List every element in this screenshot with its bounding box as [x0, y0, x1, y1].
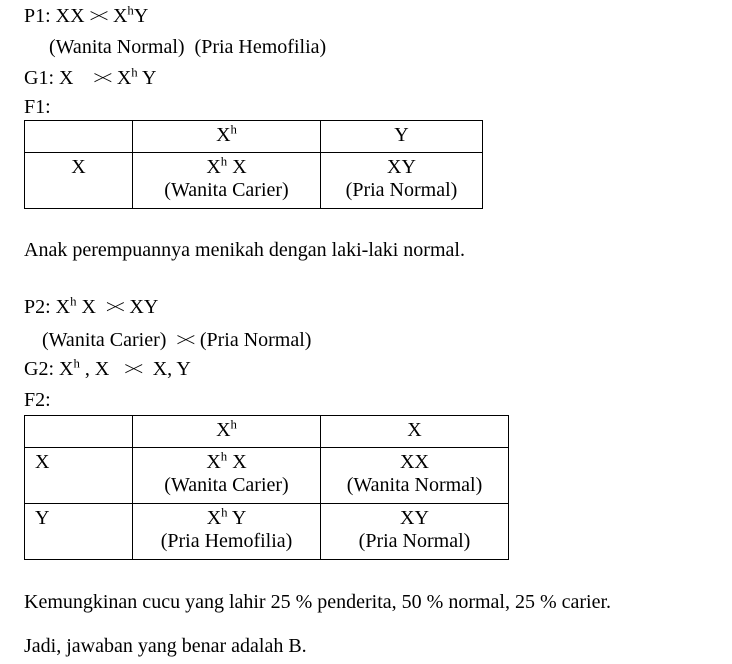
f1-col-header-1-sup: h	[230, 122, 237, 137]
table-row	[25, 448, 509, 504]
f2-cell-r2c1-genotype-sup: h	[221, 505, 228, 520]
f1-row-label: X	[25, 153, 133, 209]
p1-phenotype-line: (Wanita Normal) (Pria Hemofilia)	[49, 36, 327, 58]
f2-label: F2:	[24, 389, 51, 411]
g1-right-gamete: X	[111, 67, 132, 89]
p1-male-genotype-tail: Y	[133, 5, 149, 27]
f1-corner-cell	[25, 121, 133, 153]
f1-label: F1:	[24, 96, 51, 118]
f1-col-header-1	[133, 121, 321, 153]
final-answer-text: Jadi, jawaban yang benar adalah B.	[24, 635, 307, 657]
f2-cell-r1c2-genotype	[321, 451, 508, 473]
f2-col-header-1	[133, 416, 321, 448]
p1-male-genotype: X	[107, 5, 128, 27]
g2-label-tail: , X	[79, 358, 125, 380]
table-row-header	[25, 121, 483, 153]
f2-cell-r1c1-genotype-sup: h	[220, 449, 228, 464]
f2-cell-r1c1	[133, 448, 321, 504]
table-row	[25, 153, 483, 209]
cross-symbol: ><	[124, 359, 141, 380]
p2-label-tail: X	[76, 296, 106, 318]
f2-cell-r1c1-phenotype: (Wanita Carier)	[164, 474, 289, 497]
p2-label: P2: X	[24, 296, 71, 318]
f1-col-header-2	[321, 121, 483, 153]
g2-label: G2: X	[24, 358, 74, 380]
f2-cell-r1c2	[321, 448, 509, 504]
f1-cell-1-genotype-sup: h	[220, 154, 228, 169]
table-row	[25, 504, 509, 560]
g1-right-superscript: h	[131, 65, 138, 80]
p1-cross-line	[24, 3, 149, 27]
p2-phenotype-left: (Wanita Carier)	[42, 329, 177, 351]
f2-cell-r2c1-genotype-tail: Y	[227, 507, 247, 529]
g2-gamete-line	[24, 356, 191, 380]
f1-cell-2-genotype-base: XY	[387, 156, 416, 178]
p2-phenotype-line	[42, 330, 311, 350]
cross-symbol: ><	[105, 297, 123, 318]
p2-phenotype-right: (Pria Normal)	[194, 329, 312, 351]
f2-cell-r1c1-genotype	[133, 451, 320, 473]
f2-cell-r2c1-genotype-base: X	[206, 507, 222, 529]
f2-col-header-1-base: X	[216, 419, 231, 441]
f2-cell-r2c1-phenotype: (Pria Hemofilia)	[160, 530, 293, 553]
g2-right-gametes: X, Y	[142, 358, 191, 380]
f2-row-label-1: X	[25, 448, 133, 504]
cross-symbol: ><	[93, 68, 110, 89]
f1-cell-1-phenotype: (Wanita Carier)	[164, 179, 289, 202]
f2-corner-cell	[25, 416, 133, 448]
f1-col-header-2-base: Y	[394, 124, 409, 146]
f1-cell-2-phenotype: (Pria Normal)	[345, 179, 458, 202]
middle-narrative-text: Anak perempuannya menikah dengan laki-laki normal.	[24, 239, 465, 261]
g1-gamete-line	[24, 65, 157, 89]
f2-cell-r2c2-genotype-base: XY	[400, 507, 429, 529]
f2-cell-r2c2-genotype	[321, 507, 508, 529]
f2-cell-r2c1	[133, 504, 321, 560]
f1-cell-1-genotype-tail: X	[227, 156, 247, 178]
p1-label: P1: XX	[24, 5, 90, 27]
f1-cell-1-genotype	[133, 156, 320, 178]
f2-cell-r1c2-phenotype: (Wanita Normal)	[346, 474, 483, 497]
f1-cell-2-genotype	[321, 156, 482, 178]
f2-cell-r1c1-genotype-tail: X	[227, 451, 247, 473]
g2-label-sup: h	[73, 356, 80, 371]
f2-cell-r2c1-genotype	[133, 507, 320, 529]
g1-right-gamete-tail: Y	[137, 67, 157, 89]
f2-col-header-2	[321, 416, 509, 448]
f1-col-header-1-base: X	[216, 124, 231, 146]
f2-row-label-2: Y	[25, 504, 133, 560]
f2-col-header-1-sup: h	[230, 417, 237, 432]
f1-cell-2	[321, 153, 483, 209]
punnett-table-f1	[24, 120, 483, 209]
cross-symbol: ><	[176, 330, 193, 351]
p2-right-genotype: XY	[124, 296, 159, 318]
f2-cell-r2c2-phenotype: (Pria Normal)	[358, 530, 471, 553]
p1-male-superscript: h	[127, 3, 134, 18]
f2-cell-r1c1-genotype-base: X	[206, 451, 221, 473]
p2-label-sup: h	[70, 294, 77, 309]
punnett-table-f2	[24, 415, 509, 560]
g1-label: G1: X	[24, 67, 94, 89]
f2-cell-r1c2-genotype-base: XX	[400, 451, 429, 473]
f1-cell-1	[133, 153, 321, 209]
p2-cross-line	[24, 294, 159, 318]
f2-cell-r2c2	[321, 504, 509, 560]
table-row-header	[25, 416, 509, 448]
f2-col-header-2-base: X	[407, 419, 422, 441]
conclusion-text: Kemungkinan cucu yang lahir 25 % penderita, 50 % normal, 25 % carier.	[24, 591, 612, 613]
f1-cell-1-genotype-base: X	[206, 156, 221, 178]
cross-symbol: ><	[89, 6, 106, 27]
